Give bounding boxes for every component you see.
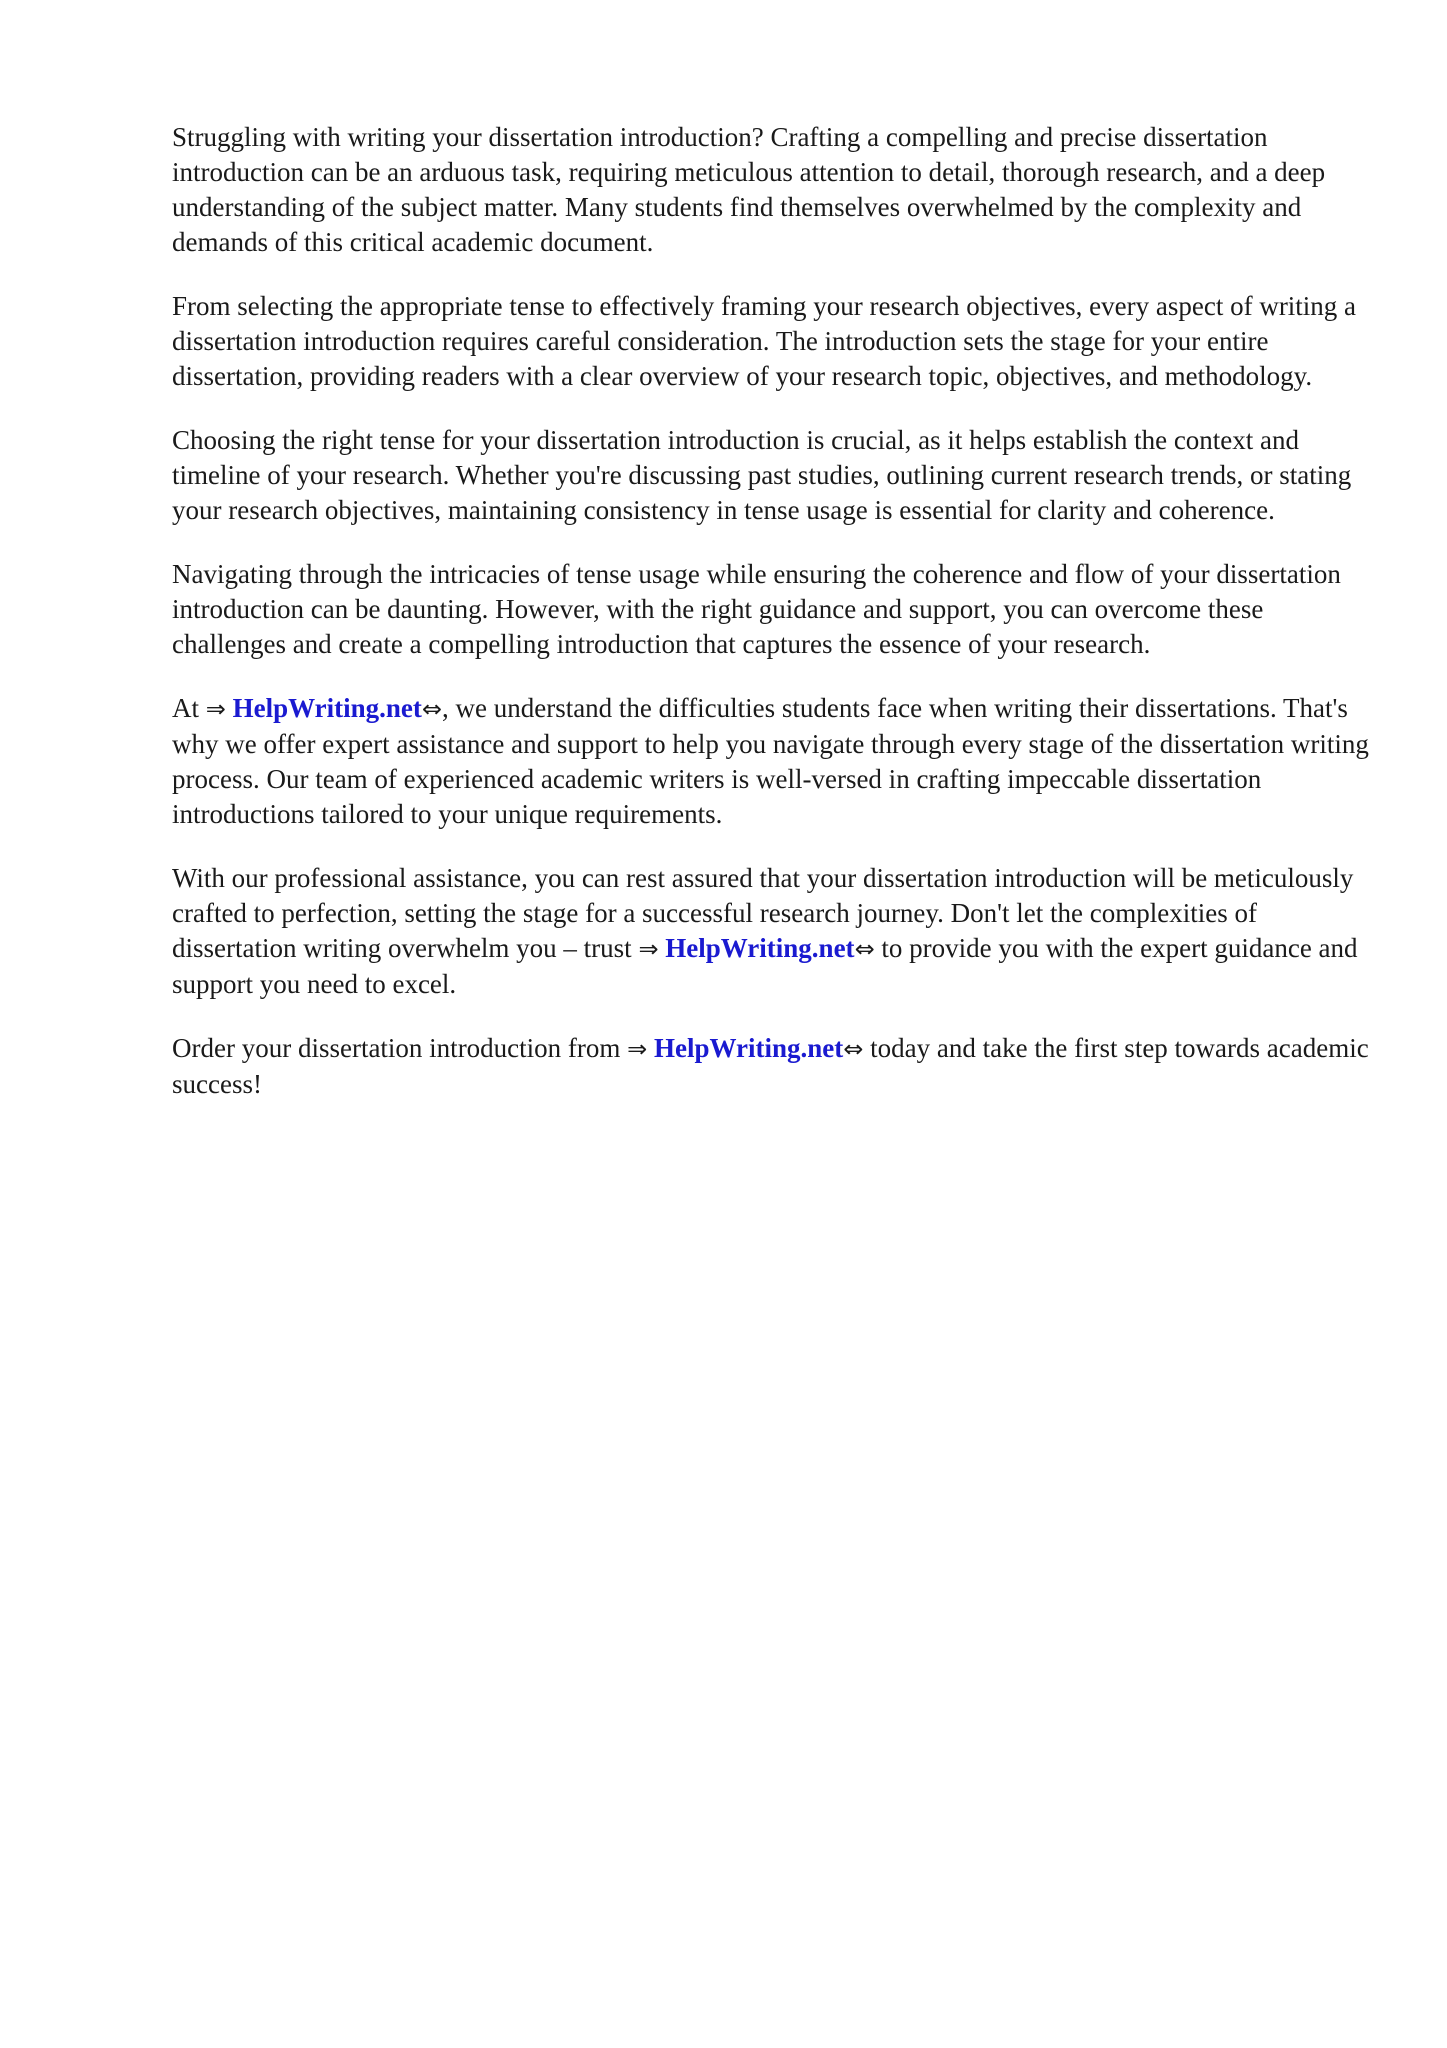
paragraph-choosing-tense: Choosing the right tense for your dissertation introduction is crucial, as it helps establish the context and timeline of your research. Whether you're discussing past studies, outlining current research trends, or stating your research objectives, maintaining consistency in tense usage is essential for clarity and coherence.: [172, 425, 1352, 525]
paragraph-tense-framing: From selecting the appropriate tense to effectively framing your research objectives, every aspect of writing a dissertation introduction requires careful consideration. The introduction sets the stage for your entire dissertation, providing readers with a clear overview of your research topic, objectives, and methodology.: [172, 291, 1357, 391]
paragraph-navigating: Navigating through the intricacies of tense usage while ensuring the coherence and flow of your dissertation introduction can be daunting. However, with the right guidance and support, you can overcome these challenges and create a compelling introduction that captures the essence of your research.: [172, 559, 1341, 659]
paragraph-order-cta: [172, 1031, 1372, 1102]
paragraph-professional-assistance: [172, 861, 1372, 1002]
helpwriting-link[interactable]: HelpWriting.net: [654, 1033, 844, 1063]
paragraph-text: With our professional assistance, you can rest assured that your dissertation introduction will be meticulously crafted to perfection, setting the stage for a successful research journey. Don't let the complexities of dissertation writing overwhelm you – trust: [172, 863, 1354, 963]
paragraph-text: At: [172, 693, 206, 723]
paragraph-service-intro: [172, 691, 1372, 832]
helpwriting-link[interactable]: HelpWriting.net: [232, 693, 422, 723]
paragraph-text: , we understand the difficulties students face when writing their dissertations. That's why we offer expert assistance and support to help you navigate through every stage of the dissertation writing process. Our team of experienced academic writers is well-versed in crafting impeccable dissertation introductions tailored to your unique requirements.: [172, 693, 1369, 829]
right-double-arrow-icon: ⇒: [205, 695, 226, 723]
left-right-double-arrow-icon: ⇔: [421, 695, 442, 723]
paragraph-intro: Struggling with writing your dissertation introduction? Crafting a compelling and precise dissertation introduction can be an arduous task, requiring meticulous attention to detail, thorough research, and a deep understanding of the subject matter. Many students find themselves overwhelmed by the complexity and demands of this critical academic document.: [172, 122, 1326, 257]
right-double-arrow-icon: ⇒: [627, 1035, 648, 1063]
left-right-double-arrow-icon: ⇔: [854, 935, 875, 963]
helpwriting-link[interactable]: HelpWriting.net: [665, 933, 855, 963]
right-double-arrow-icon: ⇒: [638, 935, 659, 963]
paragraph-text: Order your dissertation introduction from: [172, 1033, 628, 1063]
paragraph-text: to provide you with the expert guidance and support you need to excel.: [172, 933, 1358, 999]
left-right-double-arrow-icon: ⇔: [843, 1035, 864, 1063]
paragraph-text: today and take the first step towards academic success!: [172, 1033, 1369, 1099]
document-body: [172, 120, 1372, 1131]
